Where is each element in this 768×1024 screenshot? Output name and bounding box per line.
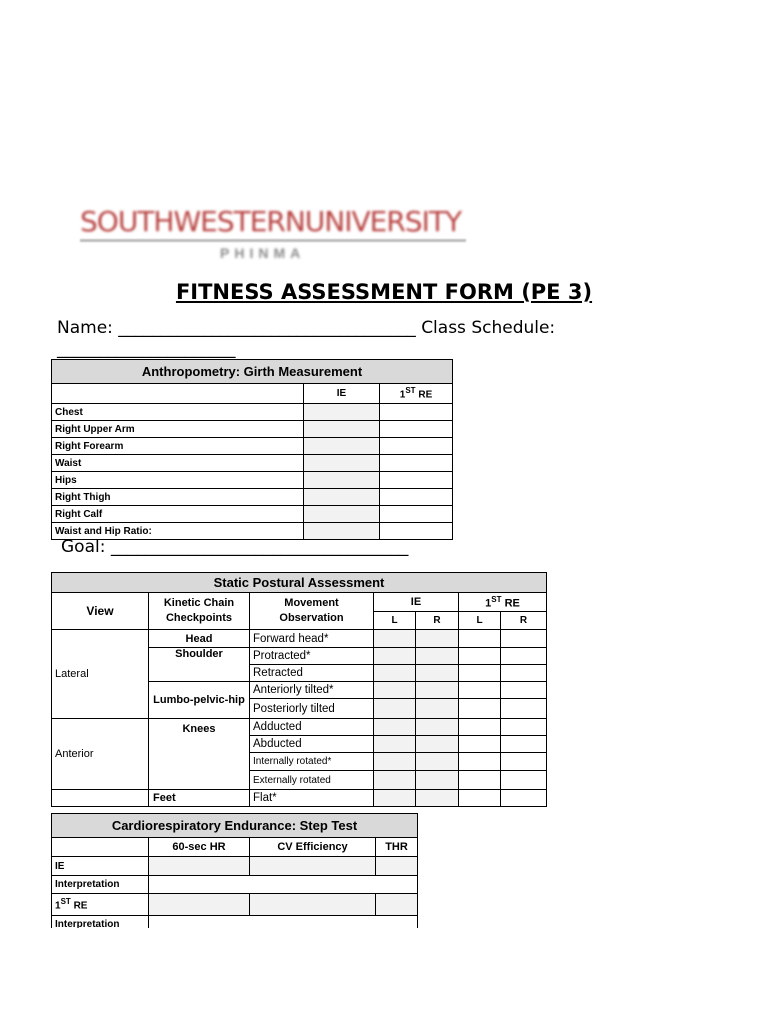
- ie-r-cell[interactable]: [416, 665, 459, 682]
- anthro-row-label: Waist: [52, 455, 304, 472]
- anthropometry-caption: Anthropometry: Girth Measurement: [52, 360, 453, 384]
- cardio-row-interpretation: Interpretation: [52, 876, 149, 894]
- anthro-row-label: Right Forearm: [52, 438, 304, 455]
- postural-re-left: L: [459, 612, 501, 630]
- ie-r-cell[interactable]: [416, 719, 459, 736]
- re-l-cell[interactable]: [459, 648, 501, 665]
- cardio-hr-cell[interactable]: [149, 894, 250, 916]
- re-l-cell[interactable]: [459, 665, 501, 682]
- anthro-ie-cell[interactable]: [304, 506, 380, 523]
- re-l-cell[interactable]: [459, 699, 501, 719]
- postural-col-re: 1ST RE: [459, 593, 547, 612]
- ie-l-cell[interactable]: [374, 771, 416, 790]
- cardio-table: [51, 813, 418, 928]
- postural-col-kinetic: Kinetic Chain Checkpoints: [149, 593, 250, 630]
- ie-r-cell[interactable]: [416, 790, 459, 807]
- anthro-re-cell[interactable]: [380, 506, 453, 523]
- re-l-cell[interactable]: [459, 719, 501, 736]
- ie-l-cell[interactable]: [374, 648, 416, 665]
- cardio-thr-cell[interactable]: [376, 857, 418, 876]
- anthro-blank-header: [52, 384, 304, 404]
- anthro-col-ie: IE: [304, 384, 380, 404]
- logo-subtitle: PHINMA: [220, 245, 306, 261]
- ie-l-cell[interactable]: [374, 736, 416, 753]
- anthro-col-re: 1ST RE: [380, 384, 453, 404]
- ie-l-cell[interactable]: [374, 682, 416, 699]
- cardio-hr-cell[interactable]: [149, 857, 250, 876]
- ie-l-cell[interactable]: [374, 719, 416, 736]
- form-title: FITNESS ASSESSMENT FORM (PE 3): [175, 280, 593, 304]
- cardio-row-interpretation: Interpretation: [52, 916, 149, 929]
- re-r-cell[interactable]: [501, 648, 547, 665]
- name-field-line: Name: ___________________________________ Class Schedule:: [57, 318, 556, 338]
- anthro-row-label: Hips: [52, 472, 304, 489]
- cardio-table-wrapper: [51, 813, 421, 928]
- ie-r-cell[interactable]: [416, 682, 459, 699]
- ie-r-cell[interactable]: [416, 771, 459, 790]
- postural-caption: Static Postural Assessment: [52, 573, 547, 593]
- observation: Anteriorly tilted*: [250, 682, 374, 699]
- re-l-cell[interactable]: [459, 736, 501, 753]
- observation: Posteriorly tilted: [250, 699, 374, 719]
- observation: Internally rotated*: [250, 753, 374, 771]
- cardio-thr-cell[interactable]: [376, 894, 418, 916]
- university-logo: [80, 205, 470, 267]
- ie-r-cell[interactable]: [416, 699, 459, 719]
- ie-l-cell[interactable]: [374, 699, 416, 719]
- re-r-cell[interactable]: [501, 682, 547, 699]
- postural-col-ie: IE: [374, 593, 459, 612]
- logo-wordmark: SOUTHWESTERNUNIVERSITY: [80, 205, 462, 238]
- re-l-cell[interactable]: [459, 753, 501, 771]
- re-l-cell[interactable]: [459, 682, 501, 699]
- anthro-re-cell[interactable]: [380, 472, 453, 489]
- observation: Retracted: [250, 665, 374, 682]
- ie-l-cell[interactable]: [374, 753, 416, 771]
- postural-ie-right: R: [416, 612, 459, 630]
- anthropometry-table: [51, 359, 453, 540]
- observation: Forward head*: [250, 630, 374, 648]
- cardio-cv-cell[interactable]: [250, 894, 376, 916]
- anthro-row-label: Right Calf: [52, 506, 304, 523]
- cardio-interpretation-cell[interactable]: [149, 876, 418, 894]
- anthro-row-label: Waist and Hip Ratio:: [52, 523, 304, 540]
- ie-r-cell[interactable]: [416, 736, 459, 753]
- checkpoint-knees: Knees: [149, 719, 250, 790]
- checkpoint-head: Head: [149, 630, 250, 648]
- view-anterior: Anterior: [52, 719, 149, 790]
- anthro-ie-cell[interactable]: [304, 421, 380, 438]
- anthro-re-cell[interactable]: [380, 438, 453, 455]
- observation: Flat*: [250, 790, 374, 807]
- ie-r-cell[interactable]: [416, 630, 459, 648]
- re-r-cell[interactable]: [501, 790, 547, 807]
- anthro-row-label: Chest: [52, 404, 304, 421]
- anthro-re-cell[interactable]: [380, 421, 453, 438]
- observation: Protracted*: [250, 648, 374, 665]
- cardio-col-thr: THR: [376, 838, 418, 857]
- ie-r-cell[interactable]: [416, 753, 459, 771]
- anthro-ie-cell[interactable]: [304, 472, 380, 489]
- cardio-cv-cell[interactable]: [250, 857, 376, 876]
- re-l-cell[interactable]: [459, 771, 501, 790]
- cardio-col-cv: CV Efficiency: [250, 838, 376, 857]
- anthro-row-label: Right Thigh: [52, 489, 304, 506]
- checkpoint-feet: Feet: [149, 790, 250, 807]
- re-r-cell[interactable]: [501, 665, 547, 682]
- postural-re-right: R: [501, 612, 547, 630]
- re-r-cell[interactable]: [501, 771, 547, 790]
- logo-divider: [80, 239, 466, 242]
- postural-col-movement: Movement Observation: [250, 593, 374, 630]
- anthro-ie-cell[interactable]: [304, 438, 380, 455]
- observation: Adducted: [250, 719, 374, 736]
- anthro-row-label: Right Upper Arm: [52, 421, 304, 438]
- ie-l-cell[interactable]: [374, 665, 416, 682]
- schedule-field-line: _____________________: [57, 339, 236, 359]
- postural-col-view: View: [52, 593, 149, 630]
- re-r-cell[interactable]: [501, 630, 547, 648]
- checkpoint-shoulder: Shoulder: [149, 648, 250, 682]
- postural-ie-left: L: [374, 612, 416, 630]
- anthro-ie-cell[interactable]: [304, 404, 380, 421]
- cardio-interpretation-cell[interactable]: [149, 916, 418, 929]
- anthro-re-cell[interactable]: [380, 489, 453, 506]
- anthro-ie-cell[interactable]: [304, 455, 380, 472]
- re-r-cell[interactable]: [501, 719, 547, 736]
- anthro-ie-cell[interactable]: [304, 489, 380, 506]
- ie-l-cell[interactable]: [374, 630, 416, 648]
- view-blank: [52, 790, 149, 807]
- observation: Abducted: [250, 736, 374, 753]
- re-l-cell[interactable]: [459, 790, 501, 807]
- cardio-col-hr: 60-sec HR: [149, 838, 250, 857]
- cardio-row-re: 1ST RE: [52, 894, 149, 916]
- ie-r-cell[interactable]: [416, 648, 459, 665]
- cardio-blank-header: [52, 838, 149, 857]
- re-r-cell[interactable]: [501, 753, 547, 771]
- postural-assessment-table: [51, 572, 547, 807]
- anthro-re-cell[interactable]: [380, 404, 453, 421]
- ie-l-cell[interactable]: [374, 790, 416, 807]
- view-lateral: Lateral: [52, 630, 149, 719]
- observation: Externally rotated: [250, 771, 374, 790]
- goal-field-line: Goal: ___________________________________: [61, 537, 409, 557]
- checkpoint-lumbo-pelvic-hip: Lumbo-pelvic-hip: [149, 682, 250, 719]
- re-r-cell[interactable]: [501, 736, 547, 753]
- cardio-row-ie: IE: [52, 857, 149, 876]
- anthro-re-cell[interactable]: [380, 455, 453, 472]
- re-l-cell[interactable]: [459, 630, 501, 648]
- cardio-caption: Cardiorespiratory Endurance: Step Test: [52, 814, 418, 838]
- re-r-cell[interactable]: [501, 699, 547, 719]
